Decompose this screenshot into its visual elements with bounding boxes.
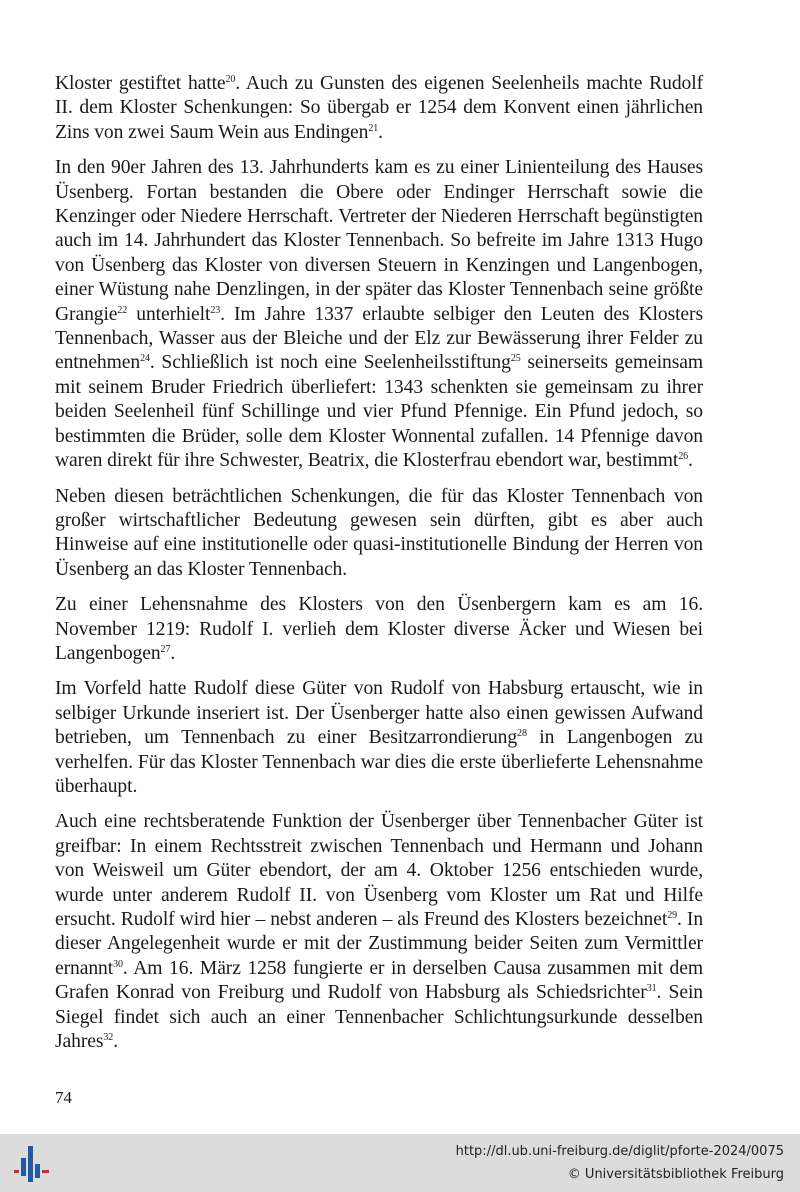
footnote-ref: 21 [368,122,379,134]
paragraph [55,72,703,145]
footnote-ref: 32 [103,1032,114,1044]
footnote-ref: 31 [646,983,657,995]
text-run: . Am 16. März 1258 fungierte er in derselben Causa zusammen mit dem Grafen Konrad von Freiburg und Rudolf von Habsburg als Schiedsrichter [55,957,703,1004]
text-run: seinerseits gemeinsam mit seinem Bruder Friedrich überliefert: 1343 schenkten sie gemeinsam zu ihrer beiden Seelenheil fünf Schillinge und vier Pfund Pfennige. Ein Pfund jedoch, so bestimmten die Brüder, solle dem Kloster Wonnental zufallen. 14 Pfennige davon waren direkt für ihre Schwester, Beatrix, die Klosterfrau ebendort war, bestimmt [55,352,703,472]
text-run: . Schließlich ist noch eine Seelenheilsstiftung [149,352,511,374]
footnote-ref: 25 [510,353,521,365]
page-number: 74 [55,1088,72,1107]
paragraph [55,156,703,473]
paragraph [55,677,703,799]
text-run: Kloster gestiftet hatte [55,73,226,94]
text-run: . In dieser Angelegenheit wurde er mit der Zustimmung beider Seiten zum Vermittler ernannt [55,909,704,979]
footnote-ref: 23 [210,304,221,316]
text-run: . Im Jahre 1337 erlaubte selbiger den Leuten des Klosters Tennenbach, Wasser aus der Bleiche und der Elz zur Bewässerung ihrer Felder zu entnehmen [55,303,703,374]
text-run: in Langenbogen zu verhelfen. Für das Kloster Tennenbach war dies die erste überlieferte Lehensnahme überhaupt. [55,727,703,797]
text-run: unterhielt [127,303,211,325]
paragraph [55,810,703,1054]
body-text [55,72,703,1065]
footer-bar [0,1134,800,1192]
text-run: Im Vorfeld hatte Rudolf diese Güter von Rudolf von Habsburg ertauscht, wie in selbiger Urkunde inseriert ist. Der Üsenberger hatte also einen gewissen Aufwand betrieben, um Tennenbach zu einer Besitzarrondierung [55,678,703,749]
text-run: In den 90er Jahren des 13. Jahrhunderts kam es zu einer Linienteilung des Hauses Üsenberg. Fortan bestanden die Obere oder Endinger Herrschaft sowie die Kenzinger oder Niedere Herrschaft. Vertreter der Niederen Herrschaft begünstigten auch im 14. Jahrhundert das Kloster Tennenbach. So befreite im Jahre 1313 Hugo von Üsenberg das Kloster von diversen Steuern in Kenzingen und Langenbogen, einer Wüstung nahe Denzlingen, in der später das Kloster Tennenbach seine größte Grangie [55,157,703,325]
library-logo-icon [12,1144,52,1184]
paragraph [55,485,703,583]
text-run: . [378,121,383,143]
text-run: Zu einer Lehensnahme des Klosters von den Üsenbergern kam es am 16. November 1219: Rudolf I. verlieh dem Kloster diverse Äcker und Wiesen bei Langenbogen [55,594,703,664]
footnote-ref: 24 [140,353,150,365]
footnote-ref: 29 [667,910,677,921]
footnote-ref: 26 [678,451,689,463]
footer-copyright: © Universitätsbibliothek Freiburg [567,1167,784,1182]
footnote-ref: 27 [160,643,171,655]
footnote-ref: 30 [113,958,123,970]
text-run: Neben diesen beträchtlichen Schenkungen, die für das Kloster Tennenbach von großer wirtschaftlicher Bedeutung gewesen sein dürften, gibt es aber auch Hinweise auf eine institutionelle oder quasi-institutionelle Bindung der Herren von Üsenberg an das Kloster Tennenbach. [55,485,703,580]
text-run: . Auch zu Gunsten des eigenen Seelenheils machte Rudolf II. dem Kloster Schenkungen: So übergab er 1254 dem Konvent einen jährlichen Zins von zwei Saum Wein aus Endingen [55,73,703,143]
footnote-ref: 28 [517,728,527,740]
text-run: . Sein Siegel findet sich auch an einer Tennenbacher Schlichtungsurkunde desselben Jahres [55,982,703,1053]
footer-url-link[interactable]: http://dl.ub.uni-freiburg.de/diglit/pforte-2024/0075 [455,1144,784,1159]
text-run: . [688,450,693,472]
text-run: Auch eine rechtsberatende Funktion der Üsenberger über Tennenbacher Güter ist greifbar: In einem Rechtsstreit zwischen Tennenbach und Hermann und Johann von Weisweil um Güter ebendort, der am 4. Oktober 1256 entschieden wurde, wurde unter anderem Rudolf II. von Üsenberg vom Kloster um Rat und Hilfe ersucht. Rudolf wird hier – nebst anderen – als Freund des Klosters bezeichnet [55,811,703,930]
text-run: . [113,1031,118,1053]
paragraph [55,593,703,666]
footnote-ref: 22 [117,304,128,316]
footnote-ref: 20 [225,74,236,85]
text-run: . [170,642,176,664]
